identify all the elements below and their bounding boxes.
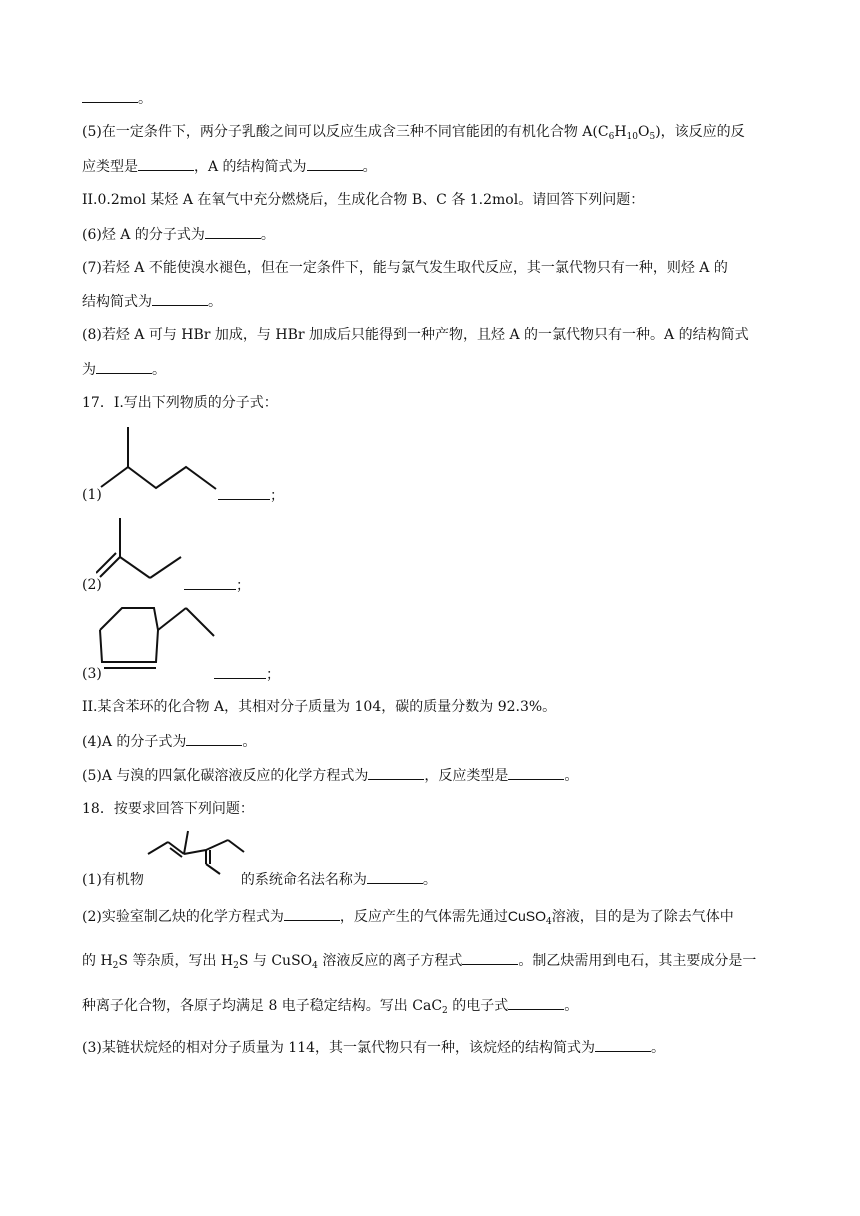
answer-blank[interactable] — [307, 156, 363, 171]
q17-3-label: (3) — [82, 666, 102, 682]
answer-blank[interactable] — [218, 485, 270, 500]
q17-title: 17．I.写出下列物质的分子式： — [82, 395, 278, 411]
answer-blank[interactable] — [96, 359, 152, 374]
q18-2-cont: 的 $H_2S$ 等杂质，写出 $H_2S$ 与 CuSO$_4$ 溶液反应的离子方程式 。制乙炔需用到电石，其主要成分是一 — [82, 950, 756, 971]
q17-2-answer: ； — [184, 575, 250, 596]
answer-blank[interactable] — [595, 1037, 651, 1052]
answer-blank[interactable] — [508, 765, 564, 780]
q8-line1: (8)若烃 A 可与 HBr 加成，与 HBr 加成后只能得到一种产物，且烃 A 的一氯代物只有一种。A 的结构简式 — [82, 327, 749, 343]
answer-blank[interactable] — [205, 224, 261, 239]
answer-blank[interactable] — [214, 664, 266, 679]
q17-4: (4)A 的分子式为 。 — [82, 731, 256, 752]
molecule-1-skeletal-structure — [98, 425, 228, 500]
top-blank-line: 。 — [82, 88, 152, 109]
answer-blank[interactable] — [508, 995, 564, 1010]
q5-line1: (5)在一定条件下，两分子乳酸之间可以反应生成含三种不同官能团的有机化合物 $A(C_6H_{10}O_5)$，该反应的反 — [82, 124, 745, 142]
q17-part-ii: II.某含苯环的化合物 A，其相对分子质量为 104，碳的质量分数为 92.3%。 — [82, 699, 557, 715]
molecule-3-skeletal-structure — [96, 604, 220, 672]
q7-line1: (7)若烃 A 不能使溴水褪色，但在一定条件下，能与氯气发生取代反应，其一氯代物只有一种，则烃 A 的 — [82, 260, 728, 276]
answer-blank[interactable] — [138, 156, 194, 171]
q8-line2: 为 。 — [82, 359, 166, 380]
answer-blank[interactable] — [184, 575, 236, 590]
q5-line2: 应类型是 ，A 的结构简式为 。 — [82, 156, 377, 177]
q6: (6)烃 A 的分子式为 。 — [82, 224, 275, 245]
answer-blank[interactable] — [368, 765, 424, 780]
q17-1-answer: ； — [218, 485, 284, 506]
part-ii-intro: II.0.2mol 某烃 A 在氧气中充分燃烧后，生成化合物 B、C 各 1.2mol。请回答下列问题： — [82, 192, 645, 208]
answer-blank[interactable] — [367, 869, 423, 884]
q7-line2: 结构简式为 。 — [82, 291, 222, 312]
answer-blank[interactable] — [152, 291, 208, 306]
q17-5: (5)A 与溴的四氯化碳溶液反应的化学方程式为 ，反应类型是 。 — [82, 765, 578, 786]
q18-2-cont2: 种离子化合物，各原子均满足 8 电子稳定结构。写出 CaC$_2$ 的电子式 。 — [82, 995, 578, 1016]
molecule-2-skeletal-structure — [96, 515, 186, 590]
answer-blank[interactable] — [82, 88, 138, 103]
q18-title: 18．按要求回答下列问题： — [82, 801, 254, 817]
q18-2: (2)实验室制乙炔的化学方程式为 ，反应产生的气体需先通过CuSO$_4$溶液，目的是为了除去气体中 — [82, 908, 734, 927]
answer-blank[interactable] — [462, 950, 518, 965]
answer-blank[interactable] — [284, 906, 340, 921]
q17-3-answer: ； — [214, 664, 280, 685]
q17-1-label: (1) — [82, 487, 102, 503]
q18-3: (3)某链状烷烃的相对分子质量为 114，其一氯代物只有一种，该烷烃的结构简式为 。 — [82, 1037, 665, 1058]
answer-blank[interactable] — [186, 731, 242, 746]
q17-2-label: (2) — [82, 577, 102, 593]
q18-1: (1)有机物 的系统命名法名称为 。 — [82, 869, 437, 890]
